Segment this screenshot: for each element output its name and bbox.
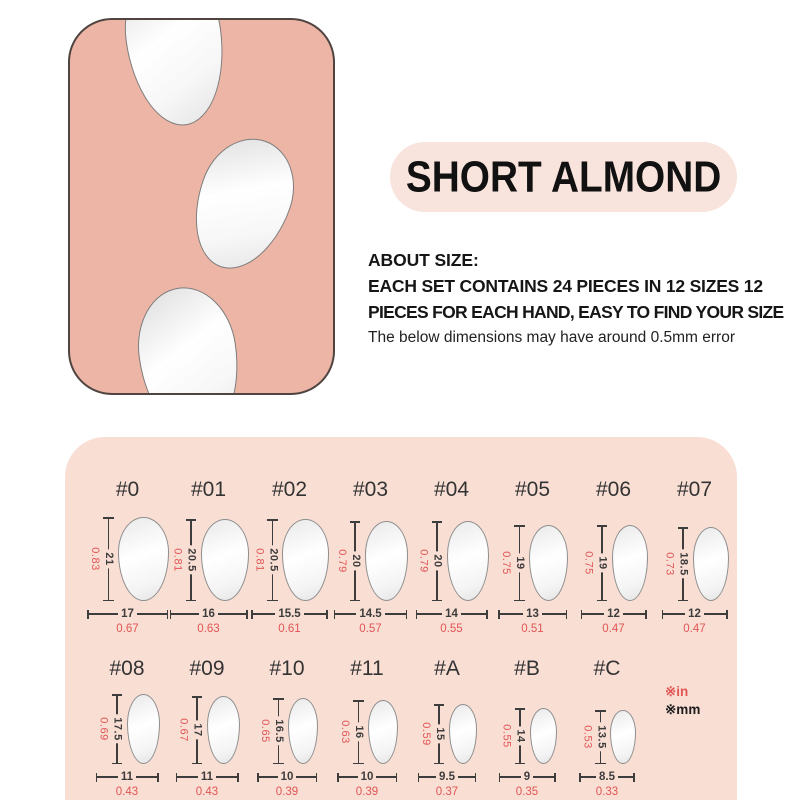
size-cell (487, 656, 567, 799)
width-dimension (662, 609, 728, 619)
width-dimension-line-icon (419, 776, 436, 778)
nail-shape-icon (530, 708, 557, 764)
size-cell (247, 656, 327, 799)
width-inches-value: 0.33 (595, 786, 619, 798)
width-dimension (176, 772, 239, 782)
width-dimension-line-icon (533, 776, 554, 778)
size-cell (168, 477, 249, 636)
height-mm-value: 20.5 (186, 545, 198, 574)
width-dimension (416, 609, 488, 619)
width-dimension-cap-icon (326, 610, 328, 619)
nail-shape-icon (365, 521, 409, 601)
height-dimension (498, 708, 526, 764)
size-cell (249, 477, 330, 636)
width-dimension-line-icon (335, 613, 356, 615)
height-inches-value: 0.55 (500, 724, 513, 748)
size-label: #11 (350, 657, 384, 680)
nail-shape-icon (118, 517, 169, 601)
height-dimension (250, 519, 278, 601)
height-dimension (169, 519, 197, 601)
width-mm-value: 13 (526, 608, 539, 620)
width-dimension-cap-icon (726, 610, 728, 619)
size-cell (567, 656, 647, 799)
nail-shape-icon (693, 527, 729, 601)
height-mm-value: 17 (192, 720, 204, 739)
width-mm-value: 8.5 (599, 771, 615, 783)
size-cell (492, 477, 573, 636)
size-row-2 (65, 656, 737, 799)
size-cell (411, 477, 492, 636)
units-legend (665, 656, 700, 718)
width-inches-value: 0.57 (359, 623, 382, 635)
width-mm-value: 12 (688, 608, 701, 620)
width-dimension-cap-icon (645, 610, 647, 619)
height-inches-value: 0.81 (171, 548, 184, 572)
width-dimension-cap-icon (237, 773, 239, 782)
width-dimension-line-icon (500, 613, 524, 615)
height-inches-value: 0.53 (581, 725, 594, 749)
nail-diagram (169, 513, 249, 601)
millimeters-legend-label: ※mm (665, 702, 701, 717)
width-dimension-line-icon (339, 776, 358, 778)
width-inches-value: 0.67 (116, 623, 139, 635)
width-inches-value: 0.43 (115, 786, 139, 798)
width-dimension (498, 609, 567, 619)
nail-shape-icon (282, 519, 329, 601)
width-inches-value: 0.37 (435, 786, 459, 798)
width-dimension-line-icon (259, 776, 278, 778)
width-dimension-cap-icon (566, 610, 568, 619)
nail-diagram (580, 513, 648, 601)
nail-shape-icon (130, 281, 248, 395)
width-dimension-cap-icon (633, 773, 635, 782)
width-dimension-line-icon (89, 613, 119, 615)
size-cell (407, 656, 487, 799)
nail-diagram (256, 692, 318, 764)
width-dimension-line-icon (296, 776, 315, 778)
width-inches-value: 0.47 (602, 623, 625, 635)
title-pill (390, 142, 737, 212)
size-label: #C (593, 657, 621, 680)
size-cell (327, 656, 407, 799)
height-mm-value: 14 (515, 726, 527, 745)
width-inches-value: 0.39 (275, 786, 299, 798)
nail-shape-icon (201, 519, 249, 601)
width-mm-value: 11 (120, 771, 134, 783)
height-mm-value: 16.5 (273, 716, 285, 745)
nail-diagram (336, 692, 398, 764)
width-dimension-line-icon (417, 613, 442, 615)
width-dimension-cap-icon (554, 773, 556, 782)
height-dimension (95, 694, 123, 764)
height-dimension (333, 521, 361, 601)
nail-shape-icon (127, 694, 160, 764)
width-mm-value: 9.5 (439, 771, 455, 783)
height-inches-value: 0.69 (97, 717, 110, 741)
size-cell (330, 477, 411, 636)
width-dimension (96, 772, 159, 782)
height-dimension (417, 704, 445, 764)
height-inches-value: 0.79 (417, 549, 430, 573)
width-dimension-cap-icon (486, 610, 488, 619)
size-cell (87, 656, 167, 799)
size-cell (167, 656, 247, 799)
width-dimension (337, 772, 397, 782)
nail-shape-icon (368, 700, 398, 764)
width-dimension-line-icon (542, 613, 566, 615)
height-dimension (86, 517, 114, 601)
nail-shape-icon (116, 18, 233, 132)
width-dimension-line-icon (582, 613, 604, 615)
nail-diagram (498, 692, 557, 764)
height-mm-value: 20 (350, 551, 362, 570)
height-inches-value: 0.67 (177, 718, 190, 742)
width-inches-value: 0.63 (197, 623, 220, 635)
nail-diagram (415, 513, 489, 601)
product-shape-card (68, 18, 335, 395)
width-dimension-cap-icon (316, 773, 318, 782)
nail-shape-icon (447, 521, 489, 601)
width-dimension-line-icon (137, 613, 167, 615)
width-mm-value: 14.5 (359, 608, 382, 620)
width-dimension (251, 609, 328, 619)
size-label: #08 (109, 657, 145, 680)
nail-diagram (175, 692, 240, 764)
width-dimension-line-icon (663, 613, 685, 615)
height-dimension (497, 525, 525, 601)
height-dimension (580, 525, 608, 601)
nail-shape-icon (288, 698, 318, 764)
height-mm-value: 19 (514, 553, 526, 572)
width-mm-value: 10 (280, 771, 294, 783)
height-dimension (175, 696, 203, 764)
width-dimension (499, 772, 556, 782)
size-label: #02 (271, 478, 308, 501)
width-dimension-line-icon (216, 776, 237, 778)
size-label: #0 (115, 478, 140, 501)
height-inches-value: 0.79 (335, 549, 348, 573)
height-mm-value: 16 (353, 722, 365, 741)
width-dimension-line-icon (97, 776, 118, 778)
height-mm-value: 18.5 (678, 549, 690, 578)
width-dimension (334, 609, 408, 619)
width-dimension-line-icon (461, 613, 486, 615)
about-size-line1: EACH SET CONTAINS 24 PIECES IN 12 SIZES 12 (368, 276, 763, 296)
width-mm-value: 16 (202, 608, 215, 620)
width-dimension-line-icon (581, 776, 596, 778)
height-inches-value: 0.63 (339, 720, 351, 744)
height-dimension (336, 700, 364, 764)
width-dimension (87, 609, 168, 619)
size-cell (87, 477, 168, 636)
size-label: #07 (676, 478, 713, 501)
width-mm-value: 9 (523, 771, 531, 783)
nail-diagram (250, 513, 329, 601)
height-inches-value: 0.75 (500, 551, 512, 575)
size-cell (573, 477, 654, 636)
height-mm-value: 20.5 (267, 545, 279, 574)
about-size-note: The below dimensions may have around 0.5mm error (368, 329, 736, 346)
width-dimension (257, 772, 317, 782)
size-label: #09 (189, 657, 225, 680)
width-inches-value: 0.39 (355, 786, 379, 798)
height-mm-value: 21 (103, 549, 115, 568)
nail-diagram (417, 692, 478, 764)
width-dimension (418, 772, 477, 782)
width-dimension-line-icon (704, 613, 726, 615)
page-title: SHORT ALMOND (405, 152, 722, 201)
width-mm-value: 12 (607, 608, 620, 620)
width-dimension-line-icon (458, 776, 475, 778)
height-dimension (415, 521, 443, 601)
width-mm-value: 14 (445, 608, 458, 620)
width-dimension-line-icon (136, 776, 157, 778)
height-inches-value: 0.75 (582, 551, 595, 575)
about-size-heading: ABOUT SIZE: (368, 250, 479, 270)
size-cell (654, 477, 735, 636)
width-dimension-line-icon (500, 776, 521, 778)
width-inches-value: 0.55 (440, 623, 463, 635)
nail-shape-icon (207, 696, 240, 764)
height-mm-value: 19 (597, 553, 609, 572)
height-inches-value: 0.73 (663, 552, 676, 576)
width-dimension-cap-icon (396, 773, 398, 782)
width-inches-value: 0.47 (683, 623, 706, 635)
width-dimension-line-icon (171, 613, 199, 615)
height-inches-value: 0.83 (89, 547, 101, 571)
width-dimension (579, 772, 635, 782)
width-mm-value: 11 (200, 771, 214, 783)
height-dimension (661, 527, 689, 601)
width-dimension (581, 609, 647, 619)
width-dimension-cap-icon (157, 773, 159, 782)
width-dimension-line-icon (177, 776, 198, 778)
inches-legend-label: ※in (665, 684, 689, 699)
width-inches-value: 0.35 (515, 786, 539, 798)
nail-diagram (333, 513, 409, 601)
width-mm-value: 10 (360, 771, 374, 783)
nail-diagram (95, 692, 160, 764)
size-chart-panel (65, 437, 737, 800)
width-dimension (170, 609, 248, 619)
height-inches-value: 0.59 (419, 722, 432, 746)
size-label: #03 (352, 478, 389, 501)
width-dimension-line-icon (253, 613, 276, 615)
nail-diagram (661, 513, 729, 601)
width-dimension-line-icon (618, 776, 633, 778)
nail-diagram (578, 692, 636, 764)
width-inches-value: 0.51 (521, 623, 544, 635)
width-mm-value: 15.5 (278, 608, 301, 620)
size-row-1 (65, 477, 737, 636)
nail-diagram (86, 513, 169, 601)
about-size-line2: PIECES FOR EACH HAND, EASY TO FIND YOUR SIZE (368, 302, 784, 322)
width-inches-value: 0.43 (195, 786, 219, 798)
height-mm-value: 17.5 (112, 714, 124, 743)
nail-diagram (497, 513, 568, 601)
size-label: #B (514, 657, 540, 680)
nail-shape-icon (612, 525, 648, 601)
about-size-block (368, 247, 788, 350)
width-dimension-cap-icon (246, 610, 248, 619)
size-label: #05 (514, 478, 551, 501)
width-dimension-line-icon (623, 613, 645, 615)
width-inches-value: 0.61 (278, 623, 301, 635)
nail-shape-icon (610, 710, 636, 764)
width-dimension-line-icon (385, 613, 406, 615)
height-dimension (578, 710, 606, 764)
height-inches-value: 0.65 (259, 719, 271, 743)
height-mm-value: 15 (434, 724, 446, 743)
nail-shape-icon (449, 704, 478, 764)
size-label: #10 (269, 657, 305, 680)
width-dimension-line-icon (218, 613, 246, 615)
width-dimension-line-icon (376, 776, 395, 778)
width-dimension-cap-icon (406, 610, 408, 619)
size-label: #01 (190, 478, 227, 501)
nail-shape-icon (529, 525, 568, 601)
height-mm-value: 13.5 (595, 722, 607, 751)
size-label: #04 (433, 478, 470, 501)
height-inches-value: 0.81 (253, 548, 266, 572)
width-mm-value: 17 (121, 608, 134, 620)
size-label: #A (434, 657, 460, 680)
height-mm-value: 20 (432, 551, 444, 570)
height-dimension (256, 698, 284, 764)
width-dimension-cap-icon (475, 773, 477, 782)
width-dimension-line-icon (304, 613, 327, 615)
nail-shape-icon (177, 125, 309, 282)
size-label: #06 (595, 478, 632, 501)
